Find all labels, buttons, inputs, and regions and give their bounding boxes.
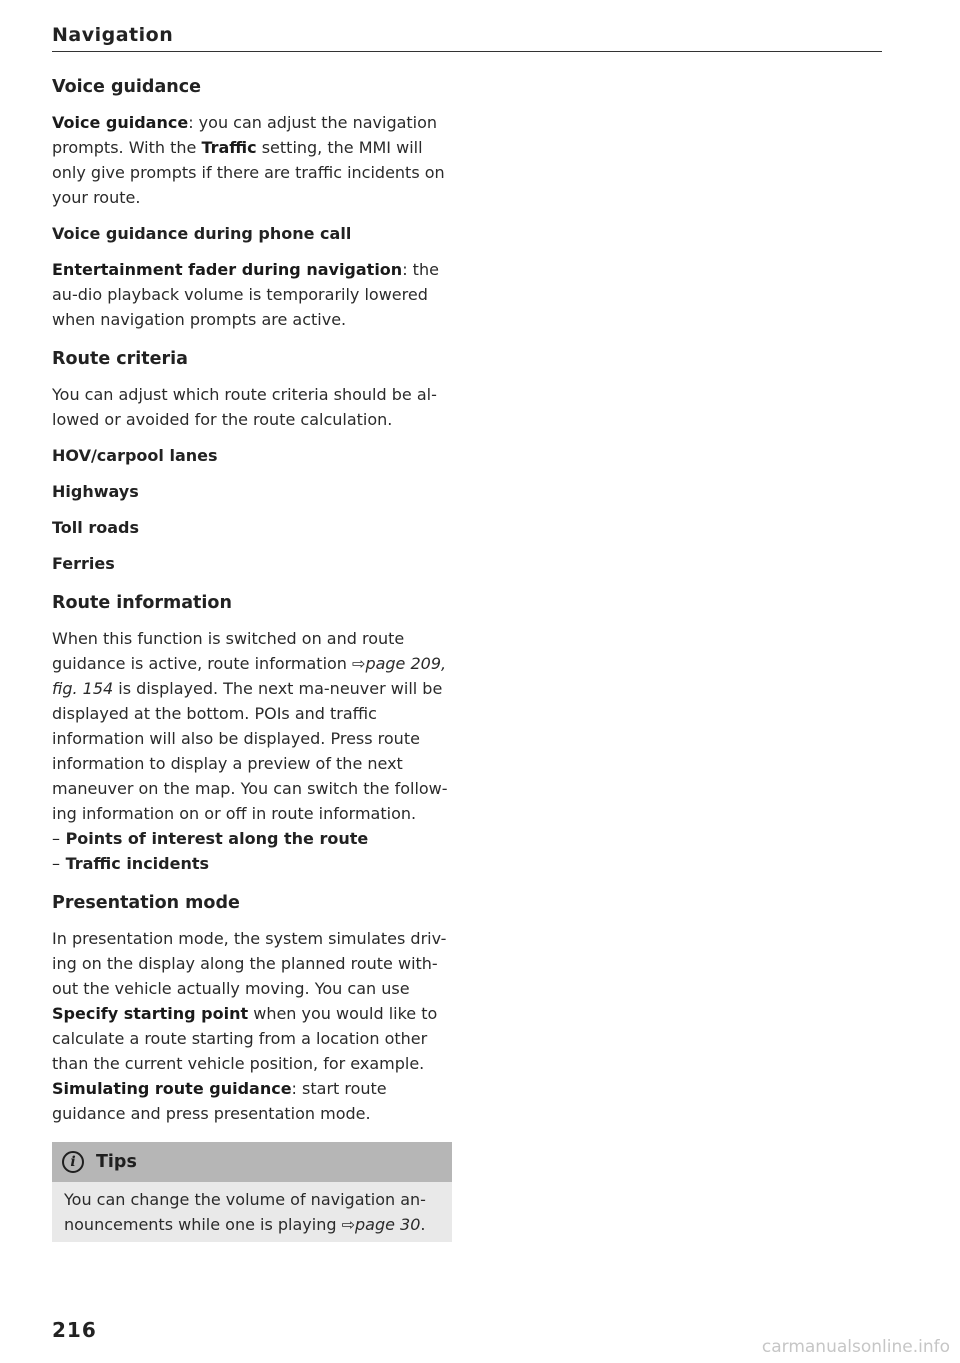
paragraph-presentation-mode: In presentation mode, the system simulates driv-ing on the display along the planned route with-out the vehicle actually moving. You can use Specify starting point when you would like to calculate a route starting from a location other than the current vehicle position, for example. Simulating route guidance: start route guidance and press presentation mode. — [52, 929, 447, 1123]
term-traffic: Traffic — [201, 138, 257, 157]
paragraph-voice-guidance: Voice guidance: you can adjust the navigation prompts. With the Traffic setting, the MMI will only give prompts if there are traffic incidents on your route. — [52, 113, 445, 207]
option-toll-roads: Toll roads — [52, 518, 139, 537]
section-title: Navigation — [52, 24, 174, 46]
heading-route-criteria: Route criteria — [52, 349, 188, 369]
term-voice-guidance-phone-call: Voice guidance during phone call — [52, 224, 352, 243]
paragraph-entertainment-fader: Entertainment fader during navigation: the au-dio playback volume is temporarily lowered when navigation prompts are active. — [52, 260, 439, 329]
info-icon: i — [62, 1151, 84, 1173]
tips-body — [52, 1182, 452, 1242]
header-divider — [52, 51, 882, 52]
heading-voice-guidance: Voice guidance — [52, 77, 201, 97]
option-highways: Highways — [52, 482, 139, 501]
content-column — [52, 74, 452, 1242]
option-ferries: Ferries — [52, 554, 115, 573]
page-reference-link[interactable]: page 209, fig. 154 — [52, 654, 447, 698]
term-simulating-route-guidance: Simulating route guidance — [52, 1079, 292, 1098]
paragraph-route-criteria: You can adjust which route criteria should be al-lowed or avoided for the route calculation. — [52, 385, 437, 429]
arrow-icon: ⇨ — [352, 654, 366, 673]
heading-route-information: Route information — [52, 593, 232, 613]
tips-header — [52, 1142, 452, 1182]
term-entertainment-fader: Entertainment fader during navigation — [52, 260, 403, 279]
bullet-points-of-interest: – Points of interest along the route — [52, 829, 369, 848]
term-specify-starting-point: Specify starting point — [52, 1004, 249, 1023]
arrow-icon: ⇨ — [341, 1215, 355, 1234]
watermark: carmanualsonline.info — [761, 1337, 950, 1357]
bullet-traffic-incidents: – Traffic incidents — [52, 854, 210, 873]
tips-title: Tips — [96, 1152, 137, 1172]
page-number: 216 — [52, 1318, 97, 1342]
page-reference-link[interactable]: page 30 — [355, 1215, 421, 1234]
heading-presentation-mode: Presentation mode — [52, 893, 240, 913]
tips-text: You can change the volume of navigation an-nouncements while one is playing ⇨page 30. — [64, 1190, 426, 1234]
tips-box — [52, 1142, 452, 1242]
option-hov-carpool-lanes: HOV/carpool lanes — [52, 446, 218, 465]
term-voice-guidance: Voice guidance — [52, 113, 189, 132]
paragraph-route-information: When this function is switched on and route guidance is active, route information ⇨page 209, fig. 154 is displayed. The next ma-neuver will be displayed at the bottom. POIs and traffic information will also be displayed. Press route information to display a preview of the next maneuver on the map. You can switch the follow-ing information on or off in route information. — [52, 629, 448, 823]
